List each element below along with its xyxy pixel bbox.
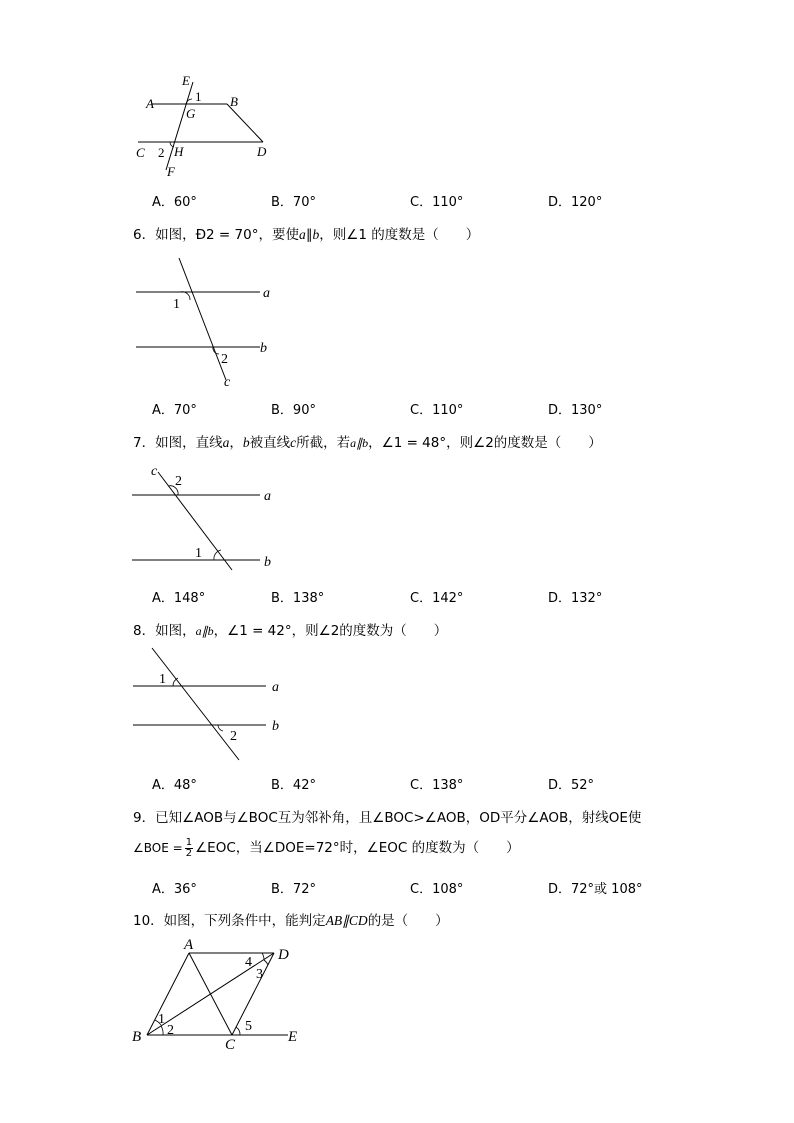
- q7-option-d: D．132°: [548, 591, 603, 606]
- q8-stem: [133, 619, 447, 639]
- q8-figure: [130, 645, 290, 765]
- q8-label-2: 2: [230, 729, 237, 744]
- q9-frac-num: 1: [185, 836, 193, 848]
- q5-figure: [130, 70, 280, 182]
- q5-label-F: F: [167, 164, 175, 179]
- q6-option-a: A．70°: [152, 403, 197, 418]
- q10-label-A: A: [184, 937, 194, 953]
- q10-label-D: D: [278, 947, 289, 963]
- q6-label-2: 2: [221, 352, 228, 367]
- q5-label-C: C: [136, 145, 145, 160]
- q7-label-2: 2: [175, 474, 182, 489]
- q5-label-H: H: [174, 144, 184, 159]
- q7-var-c: c: [290, 435, 297, 450]
- q7-label-b: b: [264, 555, 271, 570]
- q6-var-b: b: [312, 227, 320, 242]
- q10-cond: AB∥CD: [325, 913, 368, 928]
- q8-label-a: a: [272, 680, 279, 695]
- q7-label-c: c: [151, 464, 158, 479]
- q9-option-a: A．36°: [152, 882, 197, 897]
- q8-stem-b: ，∠1 = 42°，则∠2的度数为（ ）: [213, 623, 448, 639]
- q5-option-d: D．120°: [548, 195, 603, 210]
- q10-stem-b: 的是（ ）: [367, 913, 449, 929]
- q10-label-E: E: [288, 1029, 298, 1045]
- q10-label-2: 2: [167, 1023, 174, 1038]
- q6-option-b: B．90°: [271, 403, 316, 418]
- q5-label-E: E: [182, 73, 190, 88]
- q9-option-c: C．108°: [410, 882, 464, 897]
- q10-label-4: 4: [245, 955, 252, 970]
- q9-stem-line2: [133, 836, 520, 859]
- q9-rhs: ∠EOC，当∠DOE=72°时，∠EOC 的度数为（ ）: [195, 840, 520, 856]
- q7-var-b: b: [242, 435, 250, 450]
- q5-label-D: D: [257, 144, 267, 159]
- q5-option-a: A．60°: [152, 195, 197, 210]
- q9-stem-line1: 9．已知∠AOB与∠BOC互为邻补角，且∠BOC>∠AOB，OD平分∠AOB，射线OE使: [133, 810, 642, 826]
- q6-stem: [133, 223, 479, 243]
- q10-label-B: B: [132, 1029, 142, 1045]
- q5-label-2: 2: [158, 145, 165, 160]
- q7-stem-b: ，∠1 = 48°，则∠2的度数是（ ）: [368, 435, 602, 451]
- q9-option-d: D．72°或 108°: [548, 882, 643, 897]
- q8-stem-a: 8．如图，: [133, 623, 196, 639]
- q10-label-5: 5: [245, 1019, 252, 1034]
- q6-stem-b: ，则∠1 的度数是（ ）: [319, 227, 480, 243]
- q8-option-a: A．48°: [152, 778, 197, 793]
- q8-label-1: 1: [159, 672, 166, 687]
- q7-sep: ，: [229, 435, 243, 451]
- q7-stem-mid: 被直线: [249, 435, 291, 451]
- q8-option-b: B．42°: [271, 778, 316, 793]
- q7-stem: [133, 431, 602, 451]
- q9-option-b: B．72°: [271, 882, 316, 897]
- q10-stem-a: 10．如图，下列条件中，能判定: [133, 913, 326, 929]
- q6-label-a: a: [263, 286, 270, 301]
- q7-label-a: a: [264, 489, 271, 504]
- q6-parallel: ∥: [305, 227, 313, 243]
- q5-label-1: 1: [195, 89, 202, 104]
- q7-stem-a: 7．如图，直线: [133, 435, 223, 451]
- q10-label-1: 1: [158, 1012, 165, 1027]
- q9-fraction: [185, 838, 193, 859]
- q10-label-3: 3: [256, 967, 263, 982]
- q6-label-c: c: [224, 375, 231, 390]
- q8-cond: a∥b: [195, 624, 214, 638]
- q7-var-a: a: [222, 435, 230, 450]
- q10-figure: [128, 933, 308, 1053]
- q6-option-c: C．110°: [410, 403, 464, 418]
- q9-lhs: ∠BOE =: [133, 841, 183, 855]
- q5-label-A: A: [146, 96, 154, 111]
- q10-label-C: C: [225, 1037, 236, 1053]
- q5-label-G: G: [186, 106, 196, 121]
- q7-label-1: 1: [195, 546, 202, 561]
- q6-option-d: D．130°: [548, 403, 603, 418]
- q6-label-b: b: [260, 341, 267, 356]
- q5-label-B: B: [230, 94, 238, 109]
- q10-stem: [133, 909, 449, 929]
- q7-option-c: C．142°: [410, 591, 464, 606]
- q6-var-a: a: [298, 227, 306, 242]
- q5-option-b: B．70°: [271, 195, 316, 210]
- q9-frac-den: 2: [185, 847, 193, 859]
- q8-option-d: D．52°: [548, 778, 595, 793]
- q8-option-c: C．138°: [410, 778, 464, 793]
- q6-label-1: 1: [173, 297, 180, 312]
- q6-figure: [130, 250, 280, 390]
- q8-label-b: b: [272, 719, 279, 734]
- q7-stem-mid2: 所截，若: [296, 435, 351, 451]
- q7-option-b: B．138°: [271, 591, 325, 606]
- q5-option-c: C．110°: [410, 195, 464, 210]
- q7-option-a: A．148°: [152, 591, 206, 606]
- q7-cond: a∥b: [350, 436, 369, 450]
- q7-figure: [130, 460, 280, 575]
- q6-stem-a: 6．如图，Ð2 = 70°，要使: [133, 227, 299, 243]
